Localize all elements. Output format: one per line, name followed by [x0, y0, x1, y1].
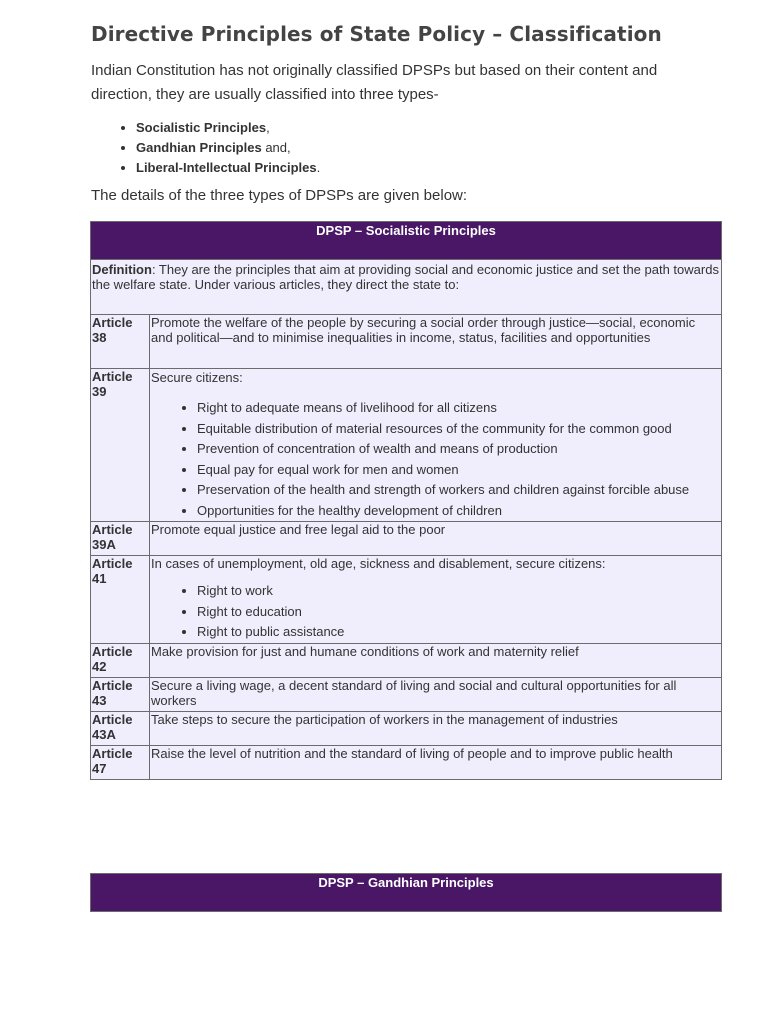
page-title: Directive Principles of State Policy – Classification — [91, 22, 662, 46]
definition-cell — [91, 260, 722, 315]
list-item: • Prevention of concentration of wealth and means of production — [197, 439, 720, 460]
table-row — [91, 643, 722, 677]
details-line: The details of the three types of DPSPs are given below: — [91, 187, 468, 204]
article-description: Promote equal justice and free legal aid to the poor — [150, 522, 722, 556]
list-item: • Socialistic Principles, — [136, 118, 320, 138]
article-items — [151, 581, 720, 643]
article-description: In cases of unemployment, old age, sickness and disablement, secure citizens: — [151, 556, 606, 571]
table-row — [91, 369, 722, 522]
list-item: • Liberal-Intellectual Principles. — [136, 158, 320, 178]
list-item: • Right to work — [197, 581, 720, 602]
article-description: Take steps to secure the participation of workers in the management of industries — [150, 711, 722, 745]
table-row — [91, 711, 722, 745]
types-list — [90, 118, 320, 178]
article-items — [151, 398, 720, 521]
article-label: Article 39A — [91, 522, 150, 556]
article-label: Article 43A — [91, 711, 150, 745]
table-row — [91, 745, 722, 779]
table-row — [91, 522, 722, 556]
list-item: • Right to adequate means of livelihood for all citizens — [197, 398, 720, 419]
article-label: Article 38 — [91, 315, 150, 369]
intro-paragraph: Indian Constitution has not originally classified DPSPs but based on their content and direction, they are usually classified into three types- — [91, 62, 658, 103]
table-header: DPSP – Gandhian Principles — [91, 874, 722, 912]
list-item: • Opportunities for the healthy development of children — [197, 501, 720, 522]
article-label: Article 42 — [91, 643, 150, 677]
socialistic-principles-table — [90, 221, 722, 780]
definition-label: Definition — [92, 262, 152, 277]
article-label: Article 41 — [91, 556, 150, 644]
article-description: Make provision for just and humane conditions of work and maternity relief — [150, 643, 722, 677]
article-description: Raise the level of nutrition and the standard of living of people and to improve public health — [150, 745, 722, 779]
article-description: Promote the welfare of the people by securing a social order through justice—social, economic and political—and to minimise inequalities in income, status, facilities and opportunities — [150, 315, 722, 369]
list-item: • Right to education — [197, 602, 720, 623]
article-label: Article 47 — [91, 745, 150, 779]
table-header: DPSP – Socialistic Principles — [91, 222, 722, 260]
list-item: • Equitable distribution of material resources of the community for the common good — [197, 419, 720, 440]
article-label: Article 43 — [91, 677, 150, 711]
article-description: Secure citizens: — [151, 370, 243, 385]
table-row — [91, 315, 722, 369]
list-item: • Gandhian Principles and, — [136, 138, 320, 158]
list-item: • Right to public assistance — [197, 622, 720, 643]
gandhian-principles-table — [90, 873, 722, 912]
list-item: • Preservation of the health and strength of workers and children against forcible abuse — [197, 480, 720, 501]
article-label: Article 39 — [91, 369, 150, 522]
article-description: Secure a living wage, a decent standard of living and social and cultural opportunities for all workers — [150, 677, 722, 711]
definition-text: : They are the principles that aim at providing social and economic justice and set the path towards the welfare state. Under various articles, they direct the state to: — [92, 262, 719, 292]
table-row — [91, 677, 722, 711]
table-row — [91, 556, 722, 644]
list-item: • Equal pay for equal work for men and women — [197, 460, 720, 481]
